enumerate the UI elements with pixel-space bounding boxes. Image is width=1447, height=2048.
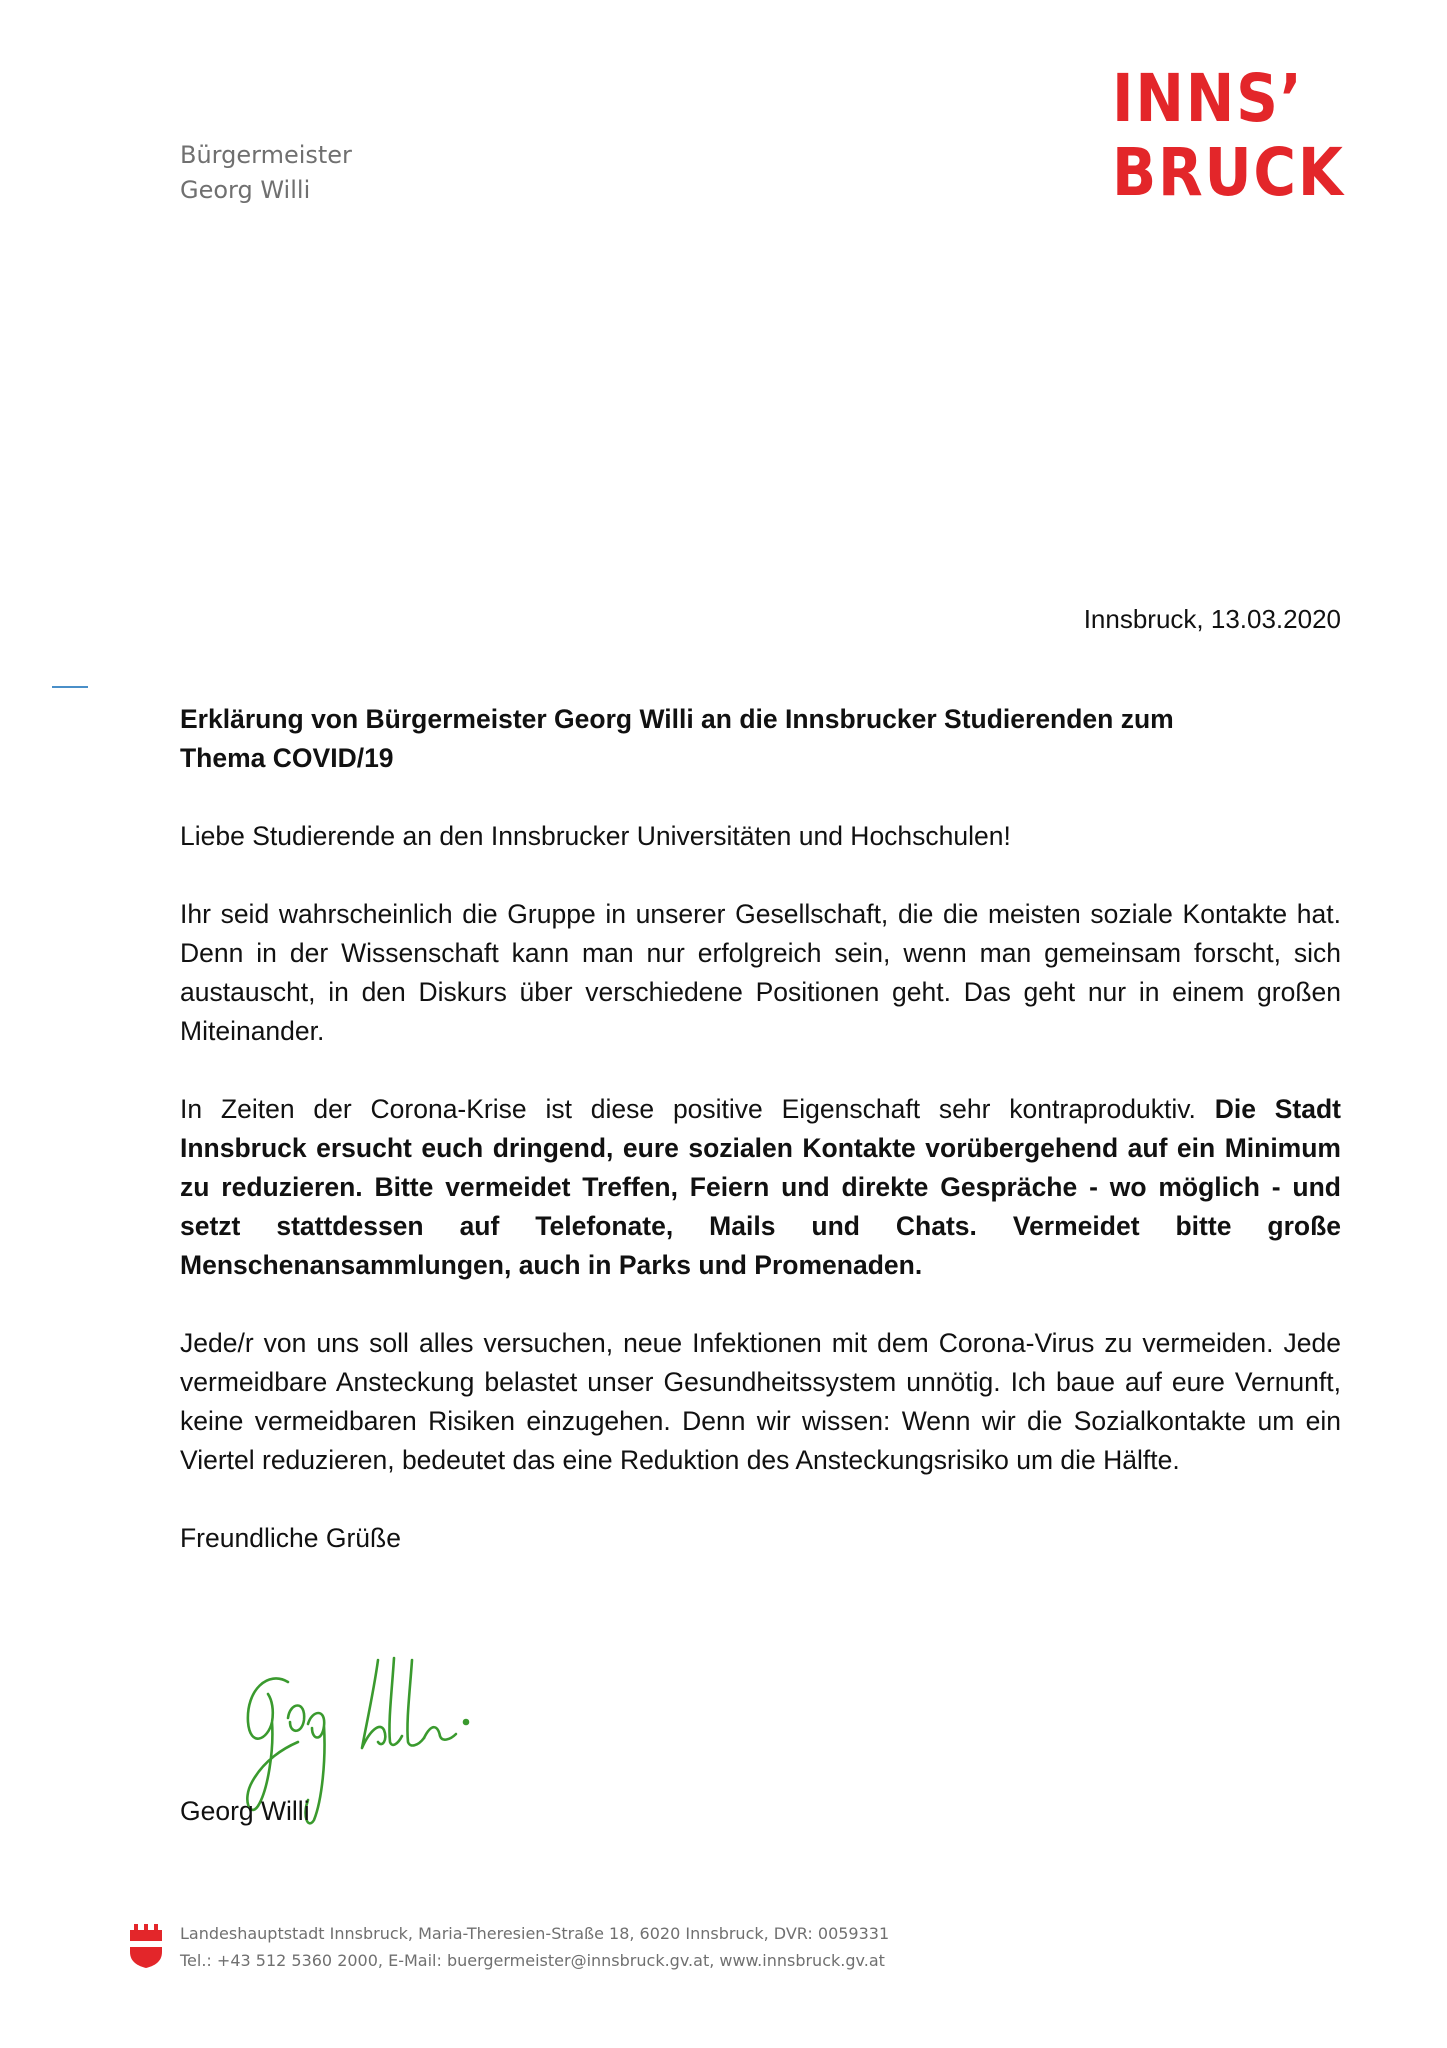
paragraph-2 bbox=[180, 1090, 1341, 1285]
footer-address bbox=[180, 1920, 889, 1974]
footer-line-2: Tel.: +43 512 5360 2000, E-Mail: buergermeister@innsbruck.gv.at, www.innsbruck.gv.at bbox=[180, 1951, 885, 1970]
logo-line-2: BRUCK bbox=[1112, 134, 1345, 211]
letter-title-line-1: Erklärung von Bürgermeister Georg Willi an die Innsbrucker Studierenden zum bbox=[180, 704, 1174, 734]
innsbruck-logo bbox=[1112, 60, 1402, 211]
city-crest-icon bbox=[128, 1924, 164, 1968]
logo-line-1: INNS’ bbox=[1112, 60, 1304, 137]
letter-title bbox=[180, 700, 1341, 778]
sender-block bbox=[180, 138, 352, 208]
salutation: Liebe Studierende an den Innsbrucker Universitäten und Hochschulen! bbox=[180, 821, 1011, 851]
letter-body bbox=[180, 700, 1341, 1558]
sender-office: Bürgermeister bbox=[180, 141, 352, 169]
paragraph-2-intro: In Zeiten der Corona-Krise ist diese positive Eigenschaft sehr kontraproduktiv. bbox=[180, 1094, 1215, 1124]
sender-name: Georg Willi bbox=[180, 176, 311, 204]
paragraph-2-appeal: Die Stadt Innsbruck ersucht euch dringend, eure sozialen Kontakte vorübergehend auf ein Minimum zu reduzieren. Bitte vermeidet Treffen, Feiern und direkte Gespräche - wo möglich - und setzt stattdessen auf Telefonate, Mails und Chats. Vermeidet bitte große Menschenansammlungen, auch in Parks und Promenaden. bbox=[180, 1094, 1341, 1280]
footer-line-1: Landeshauptstadt Innsbruck, Maria-Theresien-Straße 18, 6020 Innsbruck, DVR: 0059331 bbox=[180, 1924, 890, 1943]
fold-mark bbox=[52, 686, 88, 688]
paragraph-3: Jede/r von uns soll alles versuchen, neue Infektionen mit dem Corona-Virus zu vermeiden. Jede vermeidbare Ansteckung belastet unser Gesundheitssystem unnötig. Ich baue auf eure Vernunft, keine vermeidbaren Risiken einzugehen. Denn wir wissen: Wenn wir die Sozialkontakte um ein Viertel reduzieren, bedeutet das eine Reduktion des Ansteckungsrisiko um die Hälfte. bbox=[180, 1328, 1341, 1475]
letter-title-line-2: Thema COVID/19 bbox=[180, 743, 394, 773]
letter-date: Innsbruck, 13.03.2020 bbox=[1083, 604, 1341, 634]
closing: Freundliche Grüße bbox=[180, 1523, 401, 1553]
paragraph-1: Ihr seid wahrscheinlich die Gruppe in unserer Gesellschaft, die die meisten soziale Kontakte hat. Denn in der Wissenschaft kann man nur erfolgreich sein, wenn man gemeinsam forscht, sich austauscht, in den Diskurs über verschiedene Positionen geht. Das geht nur in einem großen Miteinander. bbox=[180, 899, 1341, 1046]
signatory-name: Georg Willi bbox=[180, 1796, 310, 1826]
